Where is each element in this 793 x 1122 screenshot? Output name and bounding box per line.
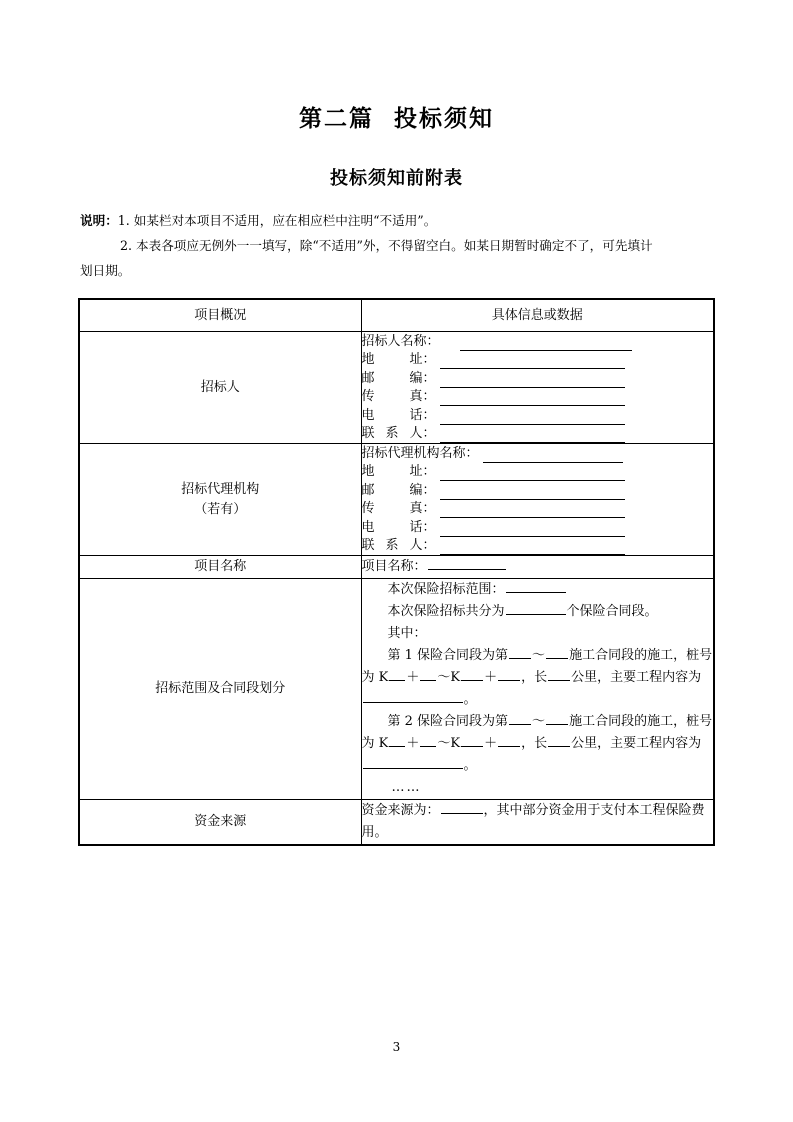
field-tenderee-fax — [362, 388, 714, 407]
row-label-scope: 招标范围及合同段划分 — [79, 579, 361, 800]
field-label-tenderee-fax: 传 真： — [361, 389, 436, 404]
row-value-funding — [361, 800, 714, 846]
table-row-funding — [79, 800, 714, 846]
row-label-agency — [79, 444, 361, 556]
segment2-mid: 施工合同段的施工，桩号为 K — [361, 714, 713, 751]
field-agency-fax — [362, 500, 714, 519]
row-value-agency — [361, 444, 714, 556]
row-label-agency-line1: 招标代理机构 — [181, 481, 260, 497]
row-label-agency-line2: （若有） — [194, 501, 247, 517]
segment1-length-label: ，长 — [521, 670, 548, 685]
instructions-lead-label: 说明： — [80, 213, 118, 228]
scope-count-suffix: 个保险合同段。 — [566, 604, 658, 619]
page-subtitle: 投标须知前附表 — [330, 168, 463, 189]
instruction-line-1 — [80, 208, 716, 233]
field-tenderee-address — [362, 351, 714, 370]
field-agency-address — [362, 463, 714, 482]
segment2-k2m-input[interactable] — [498, 734, 520, 747]
table-row-project-name — [79, 556, 714, 579]
field-input-agency-address[interactable] — [440, 466, 625, 481]
segment2-k1m-input[interactable] — [420, 734, 436, 747]
field-input-tenderee-address[interactable] — [440, 354, 625, 369]
field-input-agency-postcode[interactable] — [440, 485, 625, 500]
field-label-agency-address: 地 址： — [361, 464, 436, 479]
segment1-mid: 施工合同段的施工，桩号为 K — [361, 648, 713, 685]
scope-range-label: 本次保险招标范围： — [387, 582, 505, 597]
field-input-agency-name[interactable] — [483, 448, 623, 463]
scope-segment-2 — [362, 711, 714, 777]
segment1-period: 。 — [463, 692, 477, 707]
field-input-agency-fax[interactable] — [440, 503, 625, 518]
segment2-content-input[interactable] — [363, 756, 463, 769]
field-tenderee-phone — [362, 406, 714, 425]
agency-field-list — [362, 444, 714, 555]
segment1-prefix: 第 1 保险合同段为第 — [387, 648, 509, 663]
segment2-tilde: ～ — [532, 714, 546, 729]
segment1-length-input[interactable] — [548, 668, 570, 681]
scope-segment-1 — [362, 645, 714, 711]
segment2-k2-input[interactable] — [461, 734, 483, 747]
project-name-value-label: 项目名称： — [361, 559, 427, 574]
funding-source-input[interactable] — [441, 801, 483, 814]
segment2-plus2: ＋ — [484, 736, 498, 751]
segment1-k2m-input[interactable] — [498, 668, 520, 681]
row-value-tenderee — [361, 332, 714, 444]
field-input-tenderee-postcode[interactable] — [440, 373, 625, 388]
scope-count-input[interactable] — [506, 602, 566, 615]
scope-line-range — [362, 579, 714, 601]
field-label-tenderee-phone: 电 话： — [361, 407, 436, 423]
segment2-prefix: 第 2 保险合同段为第 — [387, 714, 509, 729]
segment1-to-input[interactable] — [546, 646, 568, 659]
segment2-to-input[interactable] — [546, 712, 568, 725]
scope-line-count — [362, 601, 714, 623]
field-input-agency-phone[interactable] — [440, 522, 625, 537]
field-label-agency-name: 招标代理机构名称： — [361, 445, 479, 461]
segment1-k2-input[interactable] — [461, 668, 483, 681]
funding-suffix: ，其中部分资金用于支付本工程保险费用。 — [361, 803, 705, 840]
segment1-k1-input[interactable] — [389, 668, 405, 681]
page-number: 3 — [392, 1040, 401, 1054]
funding-prefix: 资金来源为： — [361, 803, 440, 818]
scope-ellipsis: …… — [391, 780, 422, 795]
instructions-block — [80, 208, 716, 283]
table-row-tenderee — [79, 332, 714, 444]
segment1-from-input[interactable] — [509, 646, 531, 659]
field-label-agency-fax: 传 真： — [361, 501, 436, 516]
segment2-k1-input[interactable] — [389, 734, 405, 747]
instruction-item-2-continuation: 划日期。 — [80, 263, 131, 278]
field-label-agency-phone: 电 话： — [361, 519, 436, 535]
segment2-content-label: 公里，主要工程内容为 — [571, 736, 702, 751]
scope-line-among: 其中： — [387, 626, 427, 641]
field-input-tenderee-fax[interactable] — [440, 391, 625, 406]
segment1-tok: ～K — [437, 670, 461, 685]
table-row-scope — [79, 579, 714, 800]
field-agency-phone — [362, 518, 714, 537]
table-row-agency — [79, 444, 714, 556]
segment2-length-label: ，长 — [521, 736, 548, 751]
segment2-from-input[interactable] — [509, 712, 531, 725]
field-label-agency-contact: 联 系 人： — [361, 538, 436, 553]
row-label-funding: 资金来源 — [79, 800, 361, 846]
field-agency-name — [362, 444, 714, 463]
scope-range-input[interactable] — [506, 580, 566, 593]
bid-notice-table — [78, 298, 715, 846]
instruction-item-1: 1. 如某栏对本项目不适用，应在相应栏中注明“不适用”。 — [117, 213, 437, 228]
funding-statement — [362, 800, 714, 844]
header-cell-overview: 项目概况 — [79, 299, 361, 332]
field-agency-postcode — [362, 481, 714, 500]
field-agency-contact — [362, 537, 714, 556]
segment2-length-input[interactable] — [548, 734, 570, 747]
field-input-tenderee-contact[interactable] — [440, 428, 625, 443]
segment1-content-label: 公里，主要工程内容为 — [571, 670, 702, 685]
field-tenderee-contact — [362, 425, 714, 444]
field-input-tenderee-name[interactable] — [460, 336, 632, 351]
segment2-period: 。 — [463, 758, 477, 773]
segment1-k1m-input[interactable] — [420, 668, 436, 681]
field-input-tenderee-phone[interactable] — [440, 410, 625, 425]
field-input-agency-contact[interactable] — [440, 540, 625, 555]
instruction-item-2: 2. 本表各项应无例外一一填写，除“不适用”外，不得留空白。如某日期暂时确定不了，可先填计 — [120, 238, 653, 253]
segment1-plus2: ＋ — [484, 670, 498, 685]
row-label-tenderee: 招标人 — [79, 332, 361, 444]
field-label-tenderee-name: 招标人名称： — [361, 333, 440, 349]
segment2-tok: ～K — [437, 736, 461, 751]
segment2-plus1: ＋ — [406, 736, 420, 751]
scope-count-prefix: 本次保险招标共分为 — [387, 604, 505, 619]
field-tenderee-name — [362, 332, 714, 351]
segment1-plus1: ＋ — [406, 670, 420, 685]
field-label-tenderee-contact: 联 系 人： — [361, 426, 436, 441]
field-label-tenderee-postcode: 邮 编： — [361, 370, 436, 386]
field-label-agency-postcode: 邮 编： — [361, 482, 436, 498]
field-label-tenderee-address: 地 址： — [361, 352, 436, 367]
row-value-scope — [361, 579, 714, 800]
header-cell-details: 具体信息或数据 — [361, 299, 714, 332]
row-label-project-name: 项目名称 — [79, 556, 361, 579]
tenderee-field-list — [362, 332, 714, 443]
page-title: 第二篇 投标须知 — [298, 105, 494, 132]
project-name-input[interactable] — [428, 557, 506, 570]
table-header-row — [79, 299, 714, 332]
segment1-content-input[interactable] — [363, 690, 463, 703]
field-tenderee-postcode — [362, 369, 714, 388]
row-value-project-name — [361, 556, 714, 579]
segment1-tilde: ～ — [532, 648, 546, 663]
